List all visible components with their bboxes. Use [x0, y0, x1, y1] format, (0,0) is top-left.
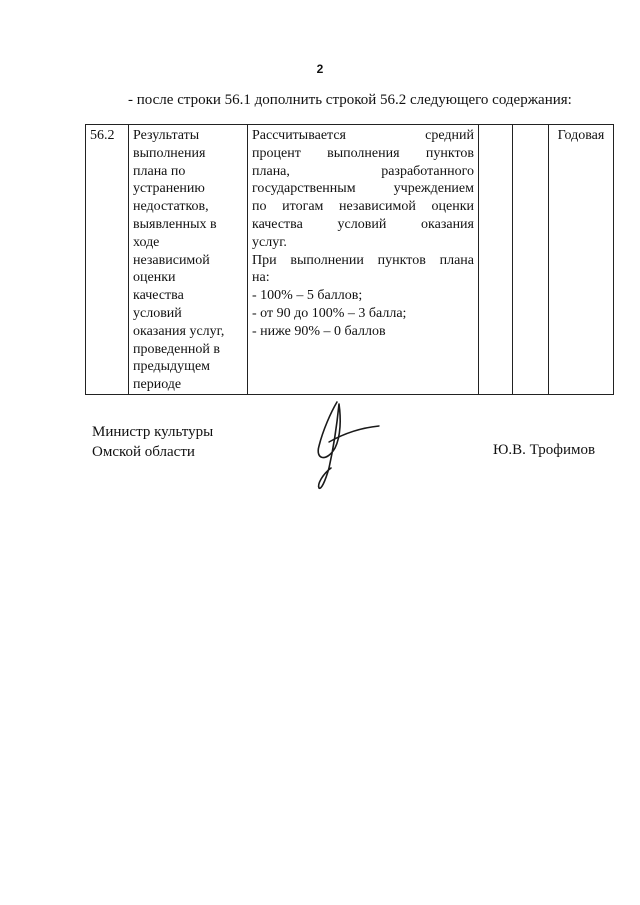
page-number: 2: [316, 62, 324, 76]
description-line: услуг.: [252, 234, 287, 250]
score-line: - 100% – 5 баллов;: [252, 288, 363, 304]
empty-cell: [513, 125, 549, 395]
signer-name: Ю.В. Трофимов: [493, 442, 596, 458]
indicator-name-line: ходе: [133, 234, 160, 250]
signer-position-line: Министр культуры: [92, 424, 214, 440]
score-line: - ниже 90% – 0 баллов: [252, 323, 386, 339]
indicator-name-line: Результаты: [133, 128, 200, 143]
indicator-name-line: периоде: [133, 377, 182, 393]
indicator-name-line: выявленных в: [133, 216, 217, 232]
indicator-name: [129, 125, 248, 395]
indicator-name-line: недостатков,: [133, 199, 209, 215]
signer-position-line: Омской области: [92, 444, 195, 460]
indicator-name-line: независимой: [133, 252, 210, 268]
indicator-name-line: предыдущем: [133, 359, 211, 375]
description-line: При выполнении пунктов плана: [252, 252, 474, 268]
indicator-name-line: проведенной в: [133, 341, 220, 357]
calculation-description: [248, 125, 479, 395]
description-line: государственным учреждением: [252, 181, 474, 197]
description-line: на:: [252, 270, 270, 286]
indicator-name-line: плана по: [133, 163, 186, 179]
indicator-name-line: устранению: [133, 181, 205, 197]
score-line: - от 90 до 100% – 3 балла;: [252, 305, 407, 321]
indicator-name-line: оценки: [133, 270, 176, 286]
indicator-name-line: качества: [133, 288, 184, 304]
description-line: качества условий оказания: [252, 216, 474, 232]
row-number: 56.2: [86, 125, 129, 395]
empty-cell: [479, 125, 513, 395]
description-line: процент выполнения пунктов: [252, 145, 474, 161]
intro-text: - после строки 56.1 дополнить строкой 56.2 следующего содержания:: [128, 92, 572, 108]
periodicity: Годовая: [549, 125, 614, 395]
indicator-name-line: выполнения: [133, 145, 206, 161]
indicator-name-line: условий: [133, 305, 182, 321]
signer-position: [92, 422, 213, 462]
handwritten-signature: [303, 398, 383, 493]
amendment-table: [85, 124, 614, 395]
indicator-name-line: оказания услуг,: [133, 323, 225, 339]
description-line: Рассчитывается средний: [252, 128, 474, 143]
table-row: [86, 125, 614, 395]
description-line: плана, разработанного: [252, 163, 474, 179]
description-line: по итогам независимой оценки: [252, 199, 474, 215]
